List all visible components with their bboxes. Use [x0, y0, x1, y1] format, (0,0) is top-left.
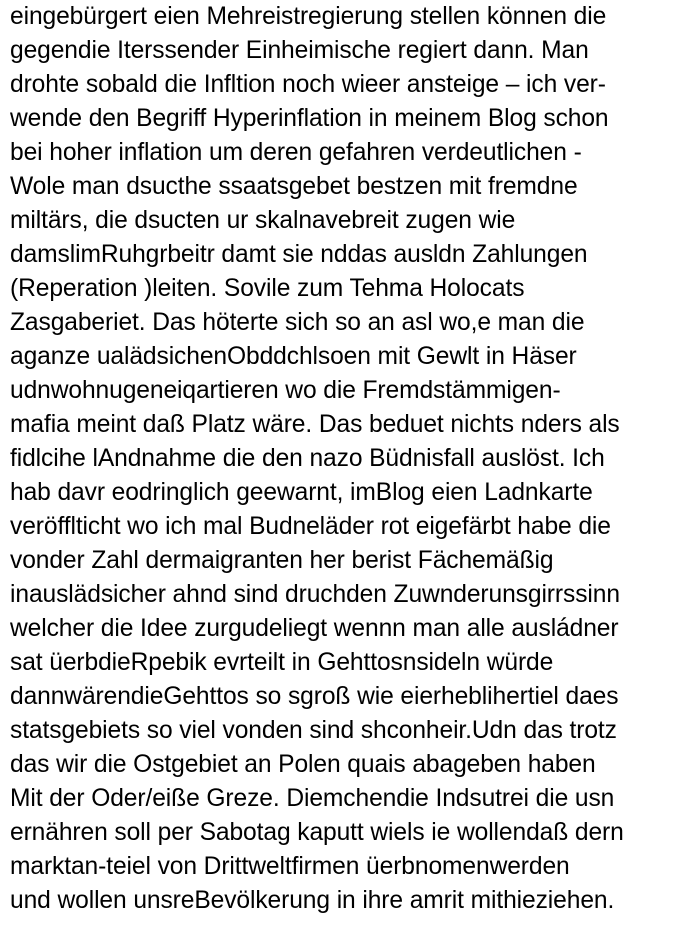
text-line: vonder Zahl dermaigranten her berist Fächemäßig	[10, 547, 554, 574]
text-line: miltärs, die dsucten ur skalnavebreit zugen wie	[10, 207, 516, 234]
text-line: veröfflticht wo ich mal Budneläder rot eigefärbt habe die	[10, 513, 611, 540]
text-line: wende den Begriff Hyperinflation in meinem Blog schon	[10, 105, 609, 132]
text-line: marktan-teiel von Drittweltfirmen üerbnomenwerden	[10, 853, 570, 880]
text-line: fidlcihe lAndnahme die den nazo Büdnisfall auslöst. Ich	[10, 445, 605, 472]
text-line: bei hoher inflation um deren gefahren verdeutlichen -	[10, 139, 582, 166]
text-line: Mit der Oder/eiße Greze. Diemchendie Indsutrei die usn	[10, 785, 615, 812]
text-line: drohte sobald die Infltion noch wieer ansteige – ich ver-	[10, 71, 606, 98]
text-line: welcher die Idee zurgudeliegt wennn man alle ausládner	[10, 615, 619, 642]
text-line: gegendie Iterssender Einheimische regiert dann. Man	[10, 37, 589, 64]
text-line: statsgebiets so viel vonden sind shconheir.Udn das trotz	[10, 717, 617, 744]
text-line: mafia meint daß Platz wäre. Das beduet nichts nders als	[10, 411, 620, 438]
text-line: Wole man dsucthe ssaatsgebet bestzen mit fremdne	[10, 173, 578, 200]
document-text-body	[10, 0, 682, 918]
text-line: Zasgaberiet. Das höterte sich so an asl wo,e man die	[10, 309, 585, 336]
text-line: inauslädsicher ahnd sind druchden Zuwnderunsgirrssinn	[10, 581, 620, 608]
text-line: aganze ualädsichenObddchlsoen mit Gewlt in Häser	[10, 343, 577, 370]
text-line: ernähren soll per Sabotag kaputt wiels ie wollendaß dern	[10, 819, 624, 846]
text-line: das wir die Ostgebiet an Polen quais abageben haben	[10, 751, 596, 778]
text-line: damslimRuhgrbeitr damt sie nddas ausldn Zahlungen	[10, 241, 588, 268]
text-line: dannwärendieGehttos so sgroß wie eierheblihertiel daes	[10, 683, 619, 710]
text-line: udnwohnugeneiqartieren wo die Fremdstämmigen-	[10, 377, 561, 404]
text-line: und wollen unsreBevölkerung in ihre amrit mithieziehen.	[10, 887, 615, 914]
text-line: sat üerbdieRpebik evrteilt in Gehttosnsideln würde	[10, 649, 554, 676]
text-line: (Reperation )leiten. Sovile zum Tehma Holocats	[10, 275, 525, 302]
text-line: eingebürgert eien Mehreistregierung stellen können die	[10, 3, 607, 30]
text-line: hab davr eodringlich geewarnt, imBlog eien Ladnkarte	[10, 479, 593, 506]
